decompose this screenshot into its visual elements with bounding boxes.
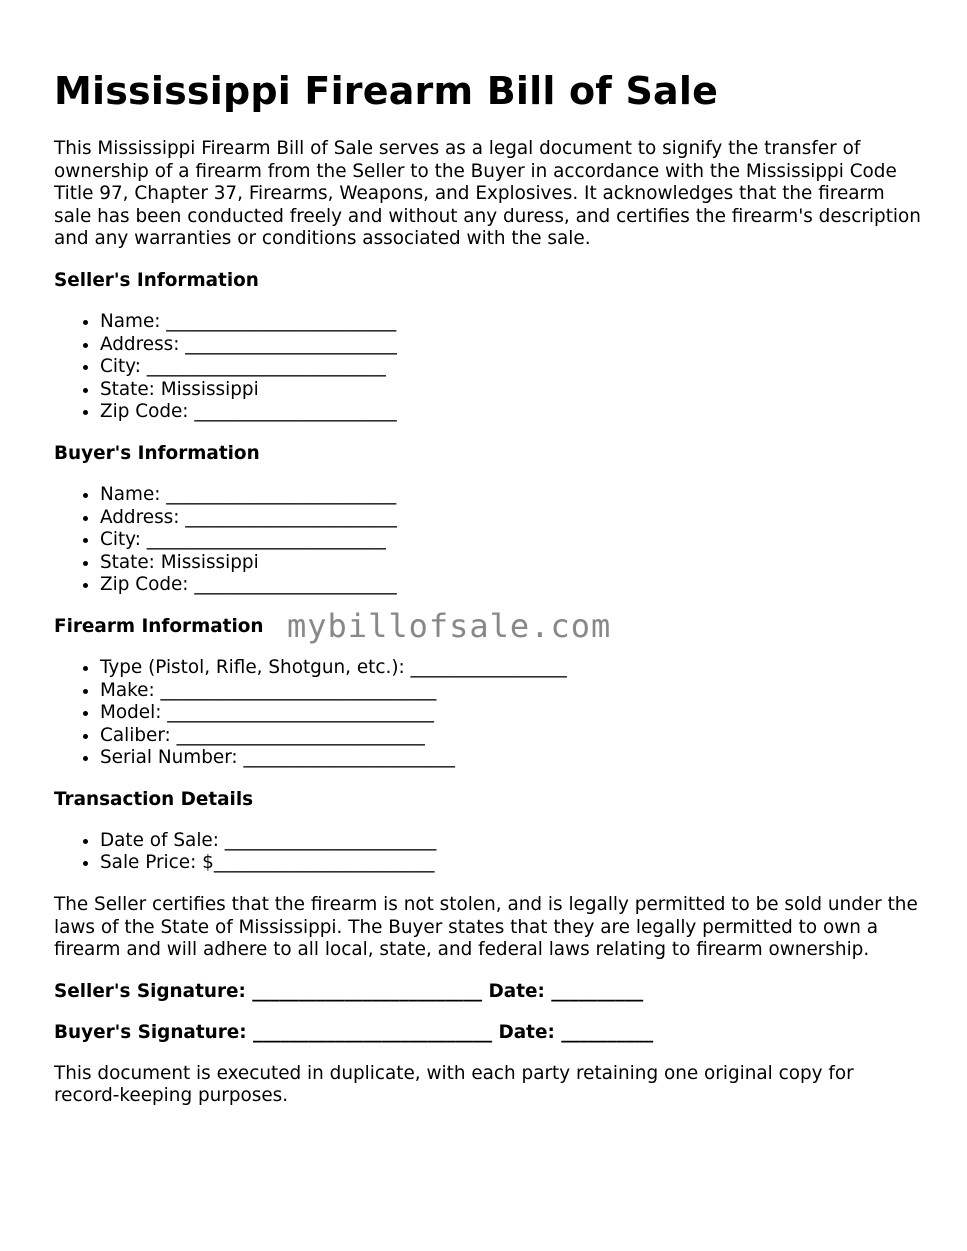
firearm-caliber-field[interactable]: • Caliber: ___________________________ [100, 725, 924, 748]
seller-signature-line[interactable]: Seller's Signature: _________________________ Date: __________ [54, 980, 644, 1002]
seller-name-field[interactable]: • Name: _________________________ [100, 311, 924, 334]
firearm-model-field[interactable]: • Model: _____________________________ [100, 702, 924, 725]
certification-paragraph: The Seller certifies that the firearm is not stolen, and is legally permitted to be sold under the laws of the State of Mississippi. The Buyer states that they are legally permitted to own a firearm and will adhere to all local, state, and federal laws relating to firearm ownership. [54, 894, 918, 961]
buyer-city-field[interactable]: • City: __________________________ [100, 529, 924, 552]
buyer-address-field[interactable]: • Address: _______________________ [100, 507, 924, 530]
intro-paragraph: This Mississippi Firearm Bill of Sale serves as a legal document to signify the transfer of ownership of a firearm from the Seller to the Buyer in accordance with the Mississippi Code Title 97, Chapter 37, Firearms, Weapons, and Explosives. It acknowledges that the firearm sale has been conducted freely and without any duress, and certifies the firearm's description and any warranties or conditions associated with the sale. [54, 138, 921, 250]
document-title: Mississippi Firearm Bill of Sale [54, 69, 719, 113]
seller-state-field: • State: Mississippi [100, 379, 924, 402]
buyer-heading: Buyer's Information [54, 442, 260, 464]
seller-list [54, 311, 924, 424]
watermark: mybillofsale.com [287, 606, 612, 645]
seller-heading: Seller's Information [54, 269, 259, 291]
closing-paragraph: This document is executed in duplicate, with each party retaining one original copy for record-keeping purposes. [54, 1062, 854, 1107]
firearm-list [54, 657, 924, 770]
firearm-serial-field[interactable]: • Serial Number: _______________________ [100, 747, 924, 770]
firearm-heading-row [54, 606, 924, 645]
firearm-make-field[interactable]: • Make: ______________________________ [100, 680, 924, 703]
seller-city-field[interactable]: • City: __________________________ [100, 356, 924, 379]
buyer-signature-line[interactable]: Buyer's Signature: __________________________ Date: __________ [54, 1021, 654, 1043]
buyer-list [54, 484, 924, 597]
buyer-name-field[interactable]: • Name: _________________________ [100, 484, 924, 507]
seller-address-field[interactable]: • Address: _______________________ [100, 334, 924, 357]
document-page [54, 66, 924, 1108]
firearm-type-field[interactable]: • Type (Pistol, Rifle, Shotgun, etc.): _________________ [100, 657, 924, 680]
firearm-heading: Firearm Information [54, 615, 264, 637]
sale-price-field[interactable]: • Sale Price: $________________________ [100, 852, 924, 875]
sale-date-field[interactable]: • Date of Sale: _______________________ [100, 830, 924, 853]
transaction-list [54, 830, 924, 875]
seller-zip-field[interactable]: • Zip Code: ______________________ [100, 401, 924, 424]
buyer-state-field: • State: Mississippi [100, 552, 924, 575]
transaction-heading: Transaction Details [54, 788, 254, 810]
buyer-zip-field[interactable]: • Zip Code: ______________________ [100, 574, 924, 597]
